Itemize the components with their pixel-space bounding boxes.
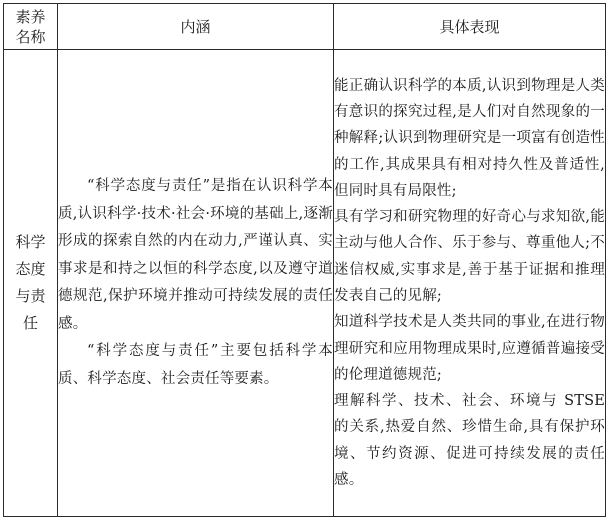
- literacy-name-line: 与责: [15, 287, 46, 305]
- header-performance: 具体表现: [334, 4, 606, 50]
- performance-cell: [334, 50, 606, 517]
- performance-paragraph: 知道科学技术是人类共同的事业,在进行物理研究和应用物理成果时,应遵循普遍接受的伦理道德规范;: [334, 314, 605, 383]
- header-meaning: 内涵: [58, 4, 334, 50]
- meaning-paragraph: “科学态度与责任”主要包括科学本质、科学态度、社会责任等要素。: [58, 343, 333, 387]
- performance-paragraph: 具有学习和研究物理的好奇心与求知欲,能主动与他人合作、乐于参与、尊重他人;不迷信权威,实事求是,善于基于证据和推理发表自己的见解;: [334, 209, 605, 304]
- header-name-line: 素养: [15, 7, 46, 26]
- performance-paragraph: 能正确认识科学的本质,认识到物理是人类有意识的探究过程,是人们对自然现象的一种解释;认识到物理研究是一项富有创造性的工作,其成果具有相对持久性及普适性,但同时具有局限性;: [334, 77, 605, 199]
- table-row: [4, 50, 606, 517]
- header-literacy-name: [4, 4, 58, 50]
- header-name-line: 名称: [15, 27, 46, 46]
- literacy-name-line: 科学: [15, 233, 46, 251]
- header-row: [4, 4, 606, 50]
- meaning-paragraph: “科学态度与责任”是指在认识科学本质,认识科学·技术·社会·环境的基础上,逐渐形成的探索自然的内在动力,严谨认真、实事求是和持之以恒的科学态度,以及遵守道德规范,保护环境并推动可持续发展的责任感。: [58, 178, 333, 332]
- literacy-name-line: 任: [22, 314, 38, 332]
- meaning-cell: [58, 50, 334, 517]
- literacy-table: [3, 3, 606, 517]
- literacy-name-cell: [4, 50, 58, 517]
- performance-paragraph: 理解科学、技术、社会、环境与 STSE 的关系,热爱自然、珍惜生命,具有保护环境、节约资源、促进可持续发展的责任感。: [334, 393, 605, 489]
- literacy-name-line: 态度: [15, 260, 46, 278]
